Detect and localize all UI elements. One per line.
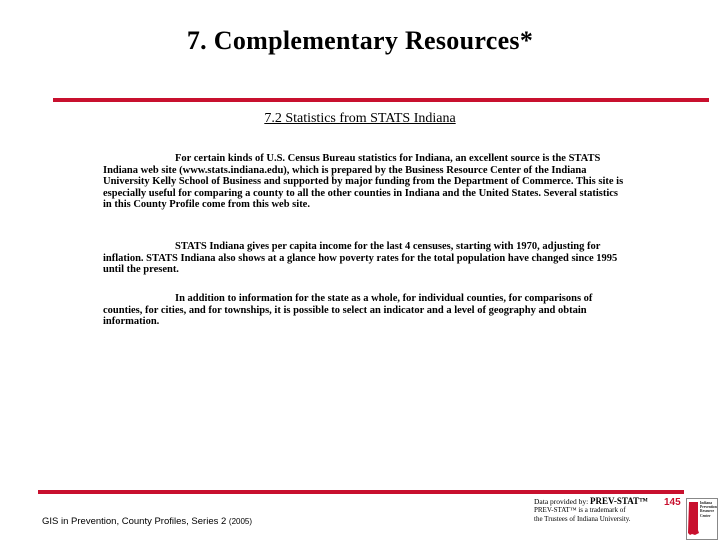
logo-text: Indiana Prevention Resource Center — [700, 501, 717, 518]
paragraph-per-capita-income: STATS Indiana gives per capita income for the last 4 censuses, starting with 1970, adjusting for inflation. STATS Indiana also shows at a glance how poverty rates for the total population have changed since 1995 until the present. — [103, 241, 618, 275]
title-divider — [53, 98, 709, 102]
credit-prefix: Data provided by: — [534, 497, 589, 506]
footer-series-text: GIS in Prevention, County Profiles, Series 2 — [42, 516, 227, 527]
footer-divider — [38, 490, 684, 494]
credit-brand: PREV-STAT™ — [590, 496, 649, 506]
slide-title: 7. Complementary Resources* — [186, 26, 534, 55]
trademark-line-1: PREV-STAT™ is a trademark of — [534, 506, 626, 514]
indiana-map-icon — [688, 502, 700, 536]
footer-year: (2005) — [228, 517, 253, 526]
iprc-logo — [686, 498, 718, 540]
footer-series — [42, 516, 252, 527]
paragraph-geography-selection: In addition to information for the state as a whole, for individual counties, for comparisons of counties, for cities, and for townships, it is possible to select an indicator and a level of geography and obtain information. — [103, 293, 593, 327]
section-subtitle: 7.2 Statistics from STATS Indiana — [264, 111, 456, 126]
trademark-line-2: the Trustees of Indiana University. — [534, 515, 631, 523]
data-credit — [534, 497, 684, 524]
paragraph-stats-indiana-intro: For certain kinds of U.S. Census Bureau statistics for Indiana, an excellent source is the STATS Indiana web site (www.stats.indiana.edu), which is prepared by the Business Resource Center of the Indiana University Kelly School of Business and supported by major funding from the Department of Commerce. This site is especially useful for comparing a county to all the other counties in Indiana and the United States. Several statistics in this County Profile come from this web site. — [103, 153, 624, 210]
page-number: 145 — [664, 497, 681, 508]
